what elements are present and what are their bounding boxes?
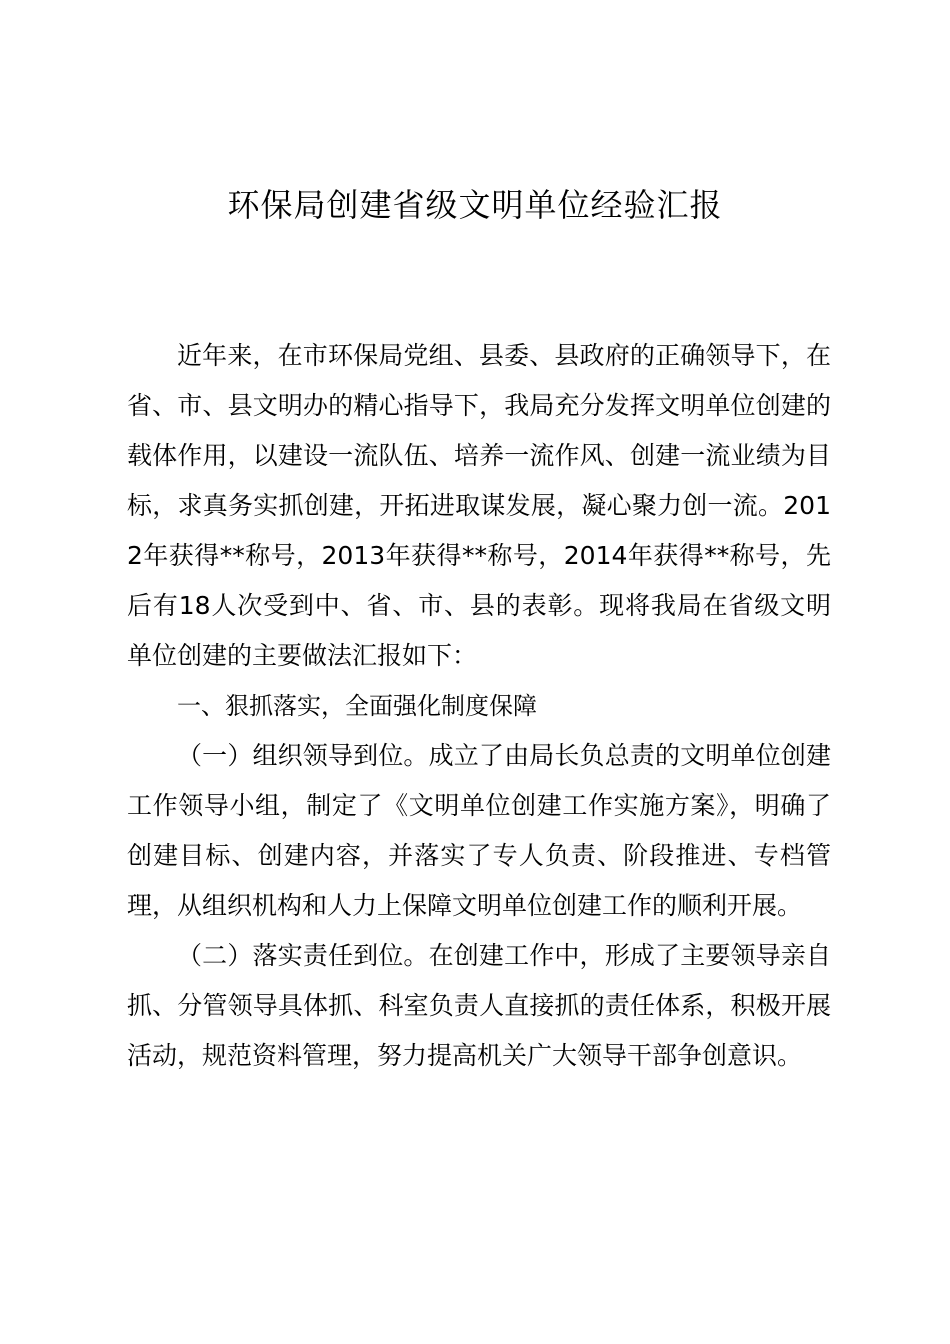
- intro-paragraph: 近年来，在市环保局党组、县委、县政府的正确领导下，在省、市、县文明办的精心指导下，我局充分发挥文明单位创建的载体作用，以建设一流队伍、培养一流作风、创建一流业绩为目标，求真务实抓创建，开拓进取谋发展，凝心聚力创一流。2012年获得**称号，2013年获得**称号，2014年获得**称号，先后有18人次受到中、省、市、县的表彰。现将我局在省级文明单位创建的主要做法汇报如下：: [127, 341, 831, 670]
- document-body: [127, 331, 831, 1081]
- item-paragraph-2: （二）落实责任到位。在创建工作中，形成了主要领导亲自抓、分管领导具体抓、科室负责人直接抓的责任体系，积极开展活动，规范资料管理，努力提高机关广大领导干部争创意识。: [127, 941, 831, 1070]
- document-title: 环保局创建省级文明单位经验汇报: [227, 186, 723, 224]
- section-heading: 一、狠抓落实，全面强化制度保障: [177, 692, 537, 720]
- item-paragraph-1: （一）组织领导到位。成立了由局长负总责的文明单位创建工作领导小组，制定了《文明单位创建工作实施方案》，明确了创建目标、创建内容，并落实了专人负责、阶段推进、专档管理，从组织机构和人力上保障文明单位创建工作的顺利开展。: [127, 741, 831, 920]
